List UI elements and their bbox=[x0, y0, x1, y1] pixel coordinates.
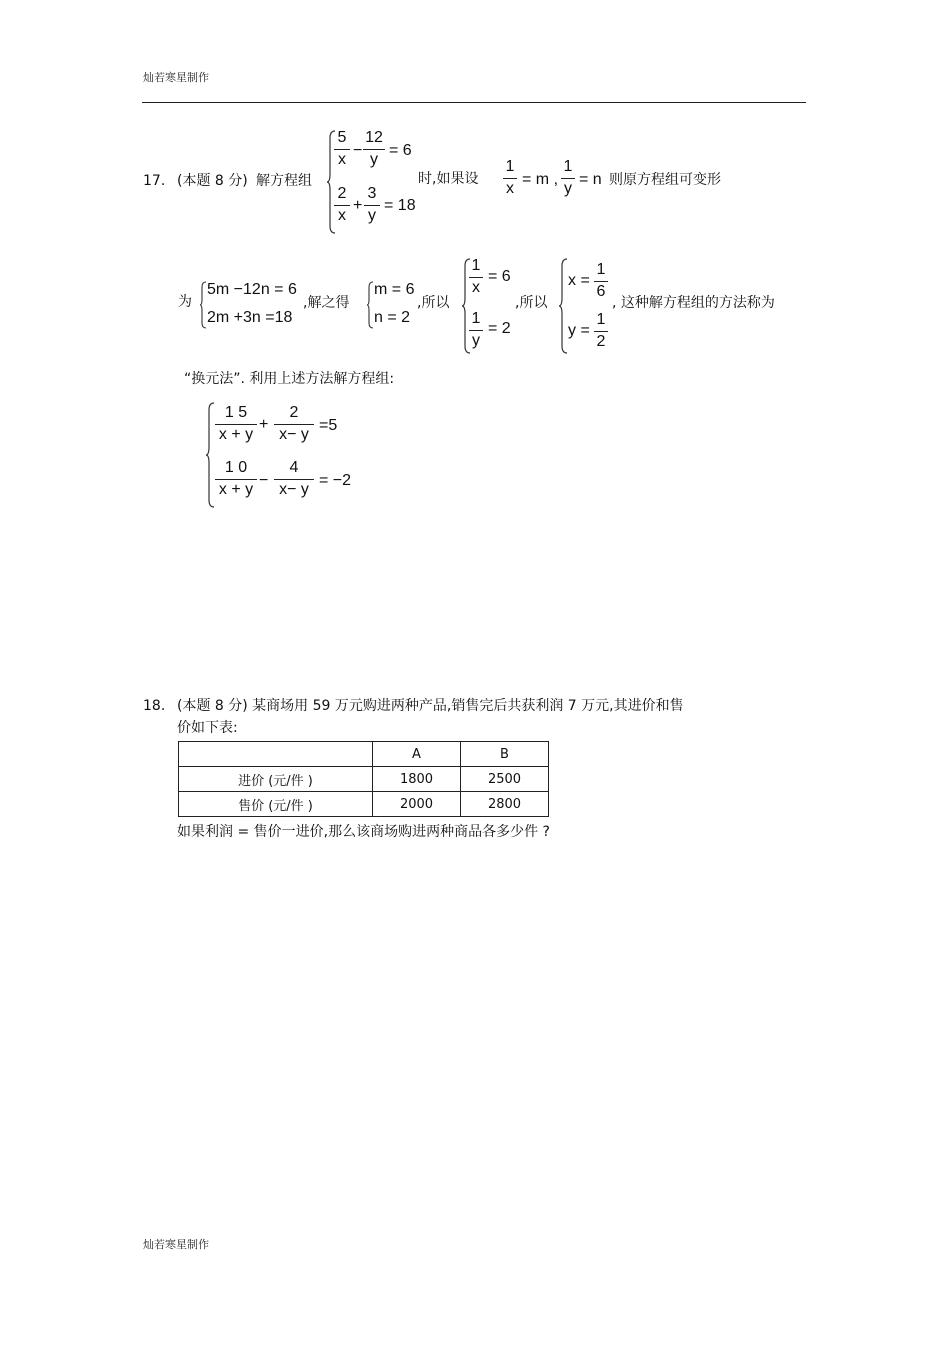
q17-when: 时,如果设 bbox=[418, 171, 479, 187]
left-brace bbox=[366, 281, 374, 329]
left-brace bbox=[199, 281, 207, 329]
table-cell: 售价 (元/件 ) bbox=[179, 792, 373, 817]
equation-rhs: = 6 bbox=[488, 268, 511, 285]
q17-then: 则原方程组可变形 bbox=[609, 172, 721, 188]
fraction: $\frac{1}{y}$ bbox=[469, 310, 483, 350]
table-cell: 1800 bbox=[373, 767, 461, 792]
table-header-cell bbox=[179, 742, 373, 767]
fraction: $\frac{5}{x}$ bbox=[334, 129, 350, 169]
substitution-rhs: = n bbox=[579, 171, 602, 188]
fraction: $\frac{2}{x}$ bbox=[334, 185, 350, 225]
q17-solve-get: ,解之得 bbox=[303, 295, 350, 311]
q17-so-1: ,所以 bbox=[417, 295, 450, 311]
q18-line-2: 价如下表: bbox=[177, 720, 238, 736]
equation-rhs: = 6 bbox=[389, 142, 412, 159]
table-header-cell: B bbox=[461, 742, 549, 767]
substitution-rhs: = m , bbox=[522, 171, 559, 188]
equation: n = 2 bbox=[374, 309, 411, 326]
operator: − bbox=[353, 142, 363, 159]
equation-rhs: =5 bbox=[319, 417, 338, 434]
fraction: $\frac{1 0}{x + y}$ bbox=[215, 459, 257, 499]
q17-method-called: , 这种解方程组的方法称为 bbox=[612, 295, 775, 311]
q18-question: 如果利润 = 售价一进价,那么该商场购进两种商品各多少件 ? bbox=[177, 824, 550, 840]
equation-lhs: y = bbox=[568, 322, 590, 339]
q17-becomes: 为 bbox=[178, 294, 192, 310]
table-cell: 2500 bbox=[461, 767, 549, 792]
q17-points: (本题 8 分) bbox=[177, 173, 248, 189]
table-row bbox=[179, 792, 549, 817]
equation: m = 6 bbox=[374, 281, 415, 298]
q18-line-1: (本题 8 分) 某商场用 59 万元购进两种产品,销售完后共获利润 7 万元,其进价和售 bbox=[177, 698, 684, 714]
page-footer: 灿若寒星制作 bbox=[143, 1238, 209, 1251]
operator: + bbox=[353, 197, 363, 214]
fraction: $\frac{1}{2}$ bbox=[594, 311, 608, 351]
equation-rhs: = −2 bbox=[319, 472, 352, 489]
table-header-row bbox=[179, 742, 549, 767]
fraction: $\frac{1}{x}$ bbox=[469, 257, 483, 297]
equation: 2m +3n =18 bbox=[207, 309, 293, 326]
equation-rhs: = 2 bbox=[488, 320, 511, 337]
q17-number: 17. bbox=[143, 173, 166, 189]
table-cell: 2800 bbox=[461, 792, 549, 817]
fraction: $\frac{2}{x- y}$ bbox=[274, 404, 314, 444]
q18-number: 18. bbox=[143, 698, 166, 714]
fraction: $\frac{1}{y}$ bbox=[561, 158, 575, 198]
page-header: 灿若寒星制作 bbox=[143, 71, 209, 84]
q17-intro: 解方程组 bbox=[256, 173, 312, 189]
operator: − bbox=[259, 472, 269, 489]
operator: + bbox=[259, 416, 269, 433]
fraction: $\frac{1}{x}$ bbox=[503, 158, 517, 198]
left-brace bbox=[205, 402, 215, 508]
left-brace bbox=[558, 258, 568, 354]
fraction: $\frac{1 5}{x + y}$ bbox=[215, 404, 257, 444]
table-row bbox=[179, 767, 549, 792]
table-cell: 2000 bbox=[373, 792, 461, 817]
fraction: $\frac{1}{6}$ bbox=[594, 261, 608, 301]
equation-lhs: x = bbox=[568, 272, 590, 289]
header-divider bbox=[142, 102, 806, 103]
q17-method-line: “换元法”. 利用上述方法解方程组: bbox=[184, 371, 395, 387]
table-cell: 进价 (元/件 ) bbox=[179, 767, 373, 792]
table-header-cell: A bbox=[373, 742, 461, 767]
q17-so-2: ,所以 bbox=[515, 295, 548, 311]
equation: 5m −12n = 6 bbox=[207, 281, 297, 298]
equation-rhs: = 18 bbox=[384, 197, 416, 214]
price-table bbox=[178, 741, 549, 817]
fraction: $\frac{3}{y}$ bbox=[364, 185, 380, 225]
fraction: $\frac{12}{y}$ bbox=[363, 129, 385, 169]
fraction: $\frac{4}{x- y}$ bbox=[274, 459, 314, 499]
